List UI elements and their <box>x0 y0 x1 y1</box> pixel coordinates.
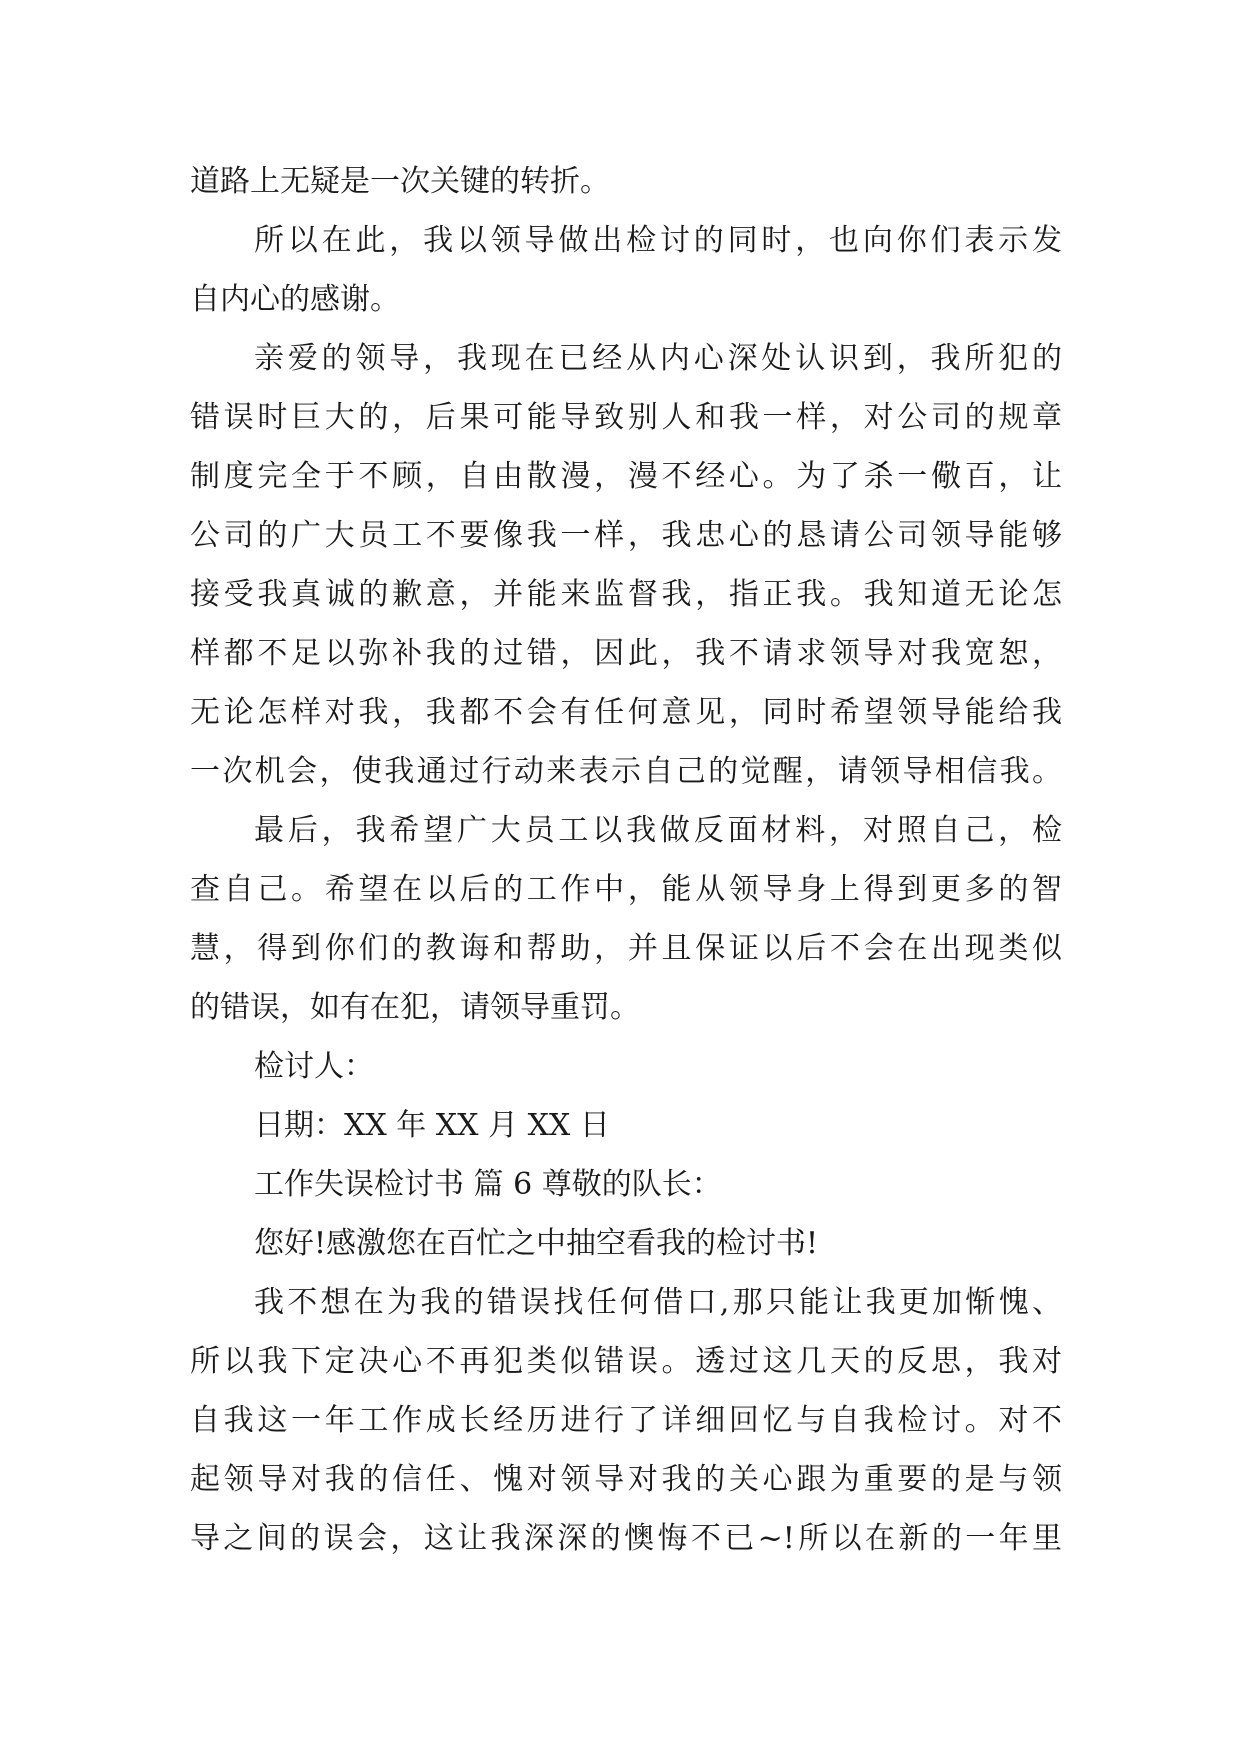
text-line: 我不想在为我的错误找任何借口,那只能让我更加惭愧、 <box>254 1285 1062 1320</box>
document-body <box>190 152 1062 1568</box>
text-line: 接受我真诚的歉意，并能来监督我，指正我。我知道无论怎 <box>190 577 1062 612</box>
text-line: 公司的广大员工不要像我一样，我忠心的恳请公司领导能够 <box>190 518 1062 553</box>
text-line: 检讨人： <box>254 1049 374 1084</box>
text-line: 样都不足以弥补我的过错，因此，我不请求领导对我宽恕， <box>190 636 1062 671</box>
text-line: 导之间的误会，这让我深深的懊悔不已~!所以在新的一年里 <box>190 1521 1062 1556</box>
text-line: 无论怎样对我，我都不会有任何意见，同时希望领导能给我 <box>190 695 1062 730</box>
text-line: 的错误，如有在犯，请领导重罚。 <box>190 990 640 1025</box>
text-line: 制度完全于不顾，自由散漫，漫不经心。为了杀一儆百，让 <box>190 459 1062 494</box>
text-line: 日期：XX 年 XX 月 XX 日 <box>254 1108 610 1143</box>
text-line: 亲爱的领导，我现在已经从内心深处认识到，我所犯的 <box>254 341 1062 376</box>
text-line: 起领导对我的信任、愧对领导对我的关心跟为重要的是与领 <box>190 1462 1062 1497</box>
text-line: 自我这一年工作成长经历进行了详细回忆与自我检讨。对不 <box>190 1403 1062 1438</box>
text-line: 一次机会，使我通过行动来表示自己的觉醒，请领导相信我。 <box>190 754 1062 789</box>
text-line: 所以我下定决心不再犯类似错误。透过这几天的反思，我对 <box>190 1344 1062 1379</box>
text-line: 您好!感激您在百忙之中抽空看我的检讨书! <box>254 1226 819 1261</box>
text-line: 所以在此，我以领导做出检讨的同时，也向你们表示发 <box>254 223 1062 258</box>
text-line: 自内心的感谢。 <box>190 282 400 317</box>
text-line: 慧，得到你们的教诲和帮助，并且保证以后不会在出现类似 <box>190 931 1062 966</box>
text-line: 道路上无疑是一次关键的转折。 <box>190 164 610 199</box>
text-line: 最后，我希望广大员工以我做反面材料，对照自己，检 <box>254 813 1062 848</box>
text-line: 查自己。希望在以后的工作中，能从领导身上得到更多的智 <box>190 872 1062 907</box>
text-line: 工作失误检讨书 篇 6 尊敬的队长： <box>254 1167 722 1202</box>
text-line: 错误时巨大的，后果可能导致别人和我一样，对公司的规章 <box>190 400 1062 435</box>
